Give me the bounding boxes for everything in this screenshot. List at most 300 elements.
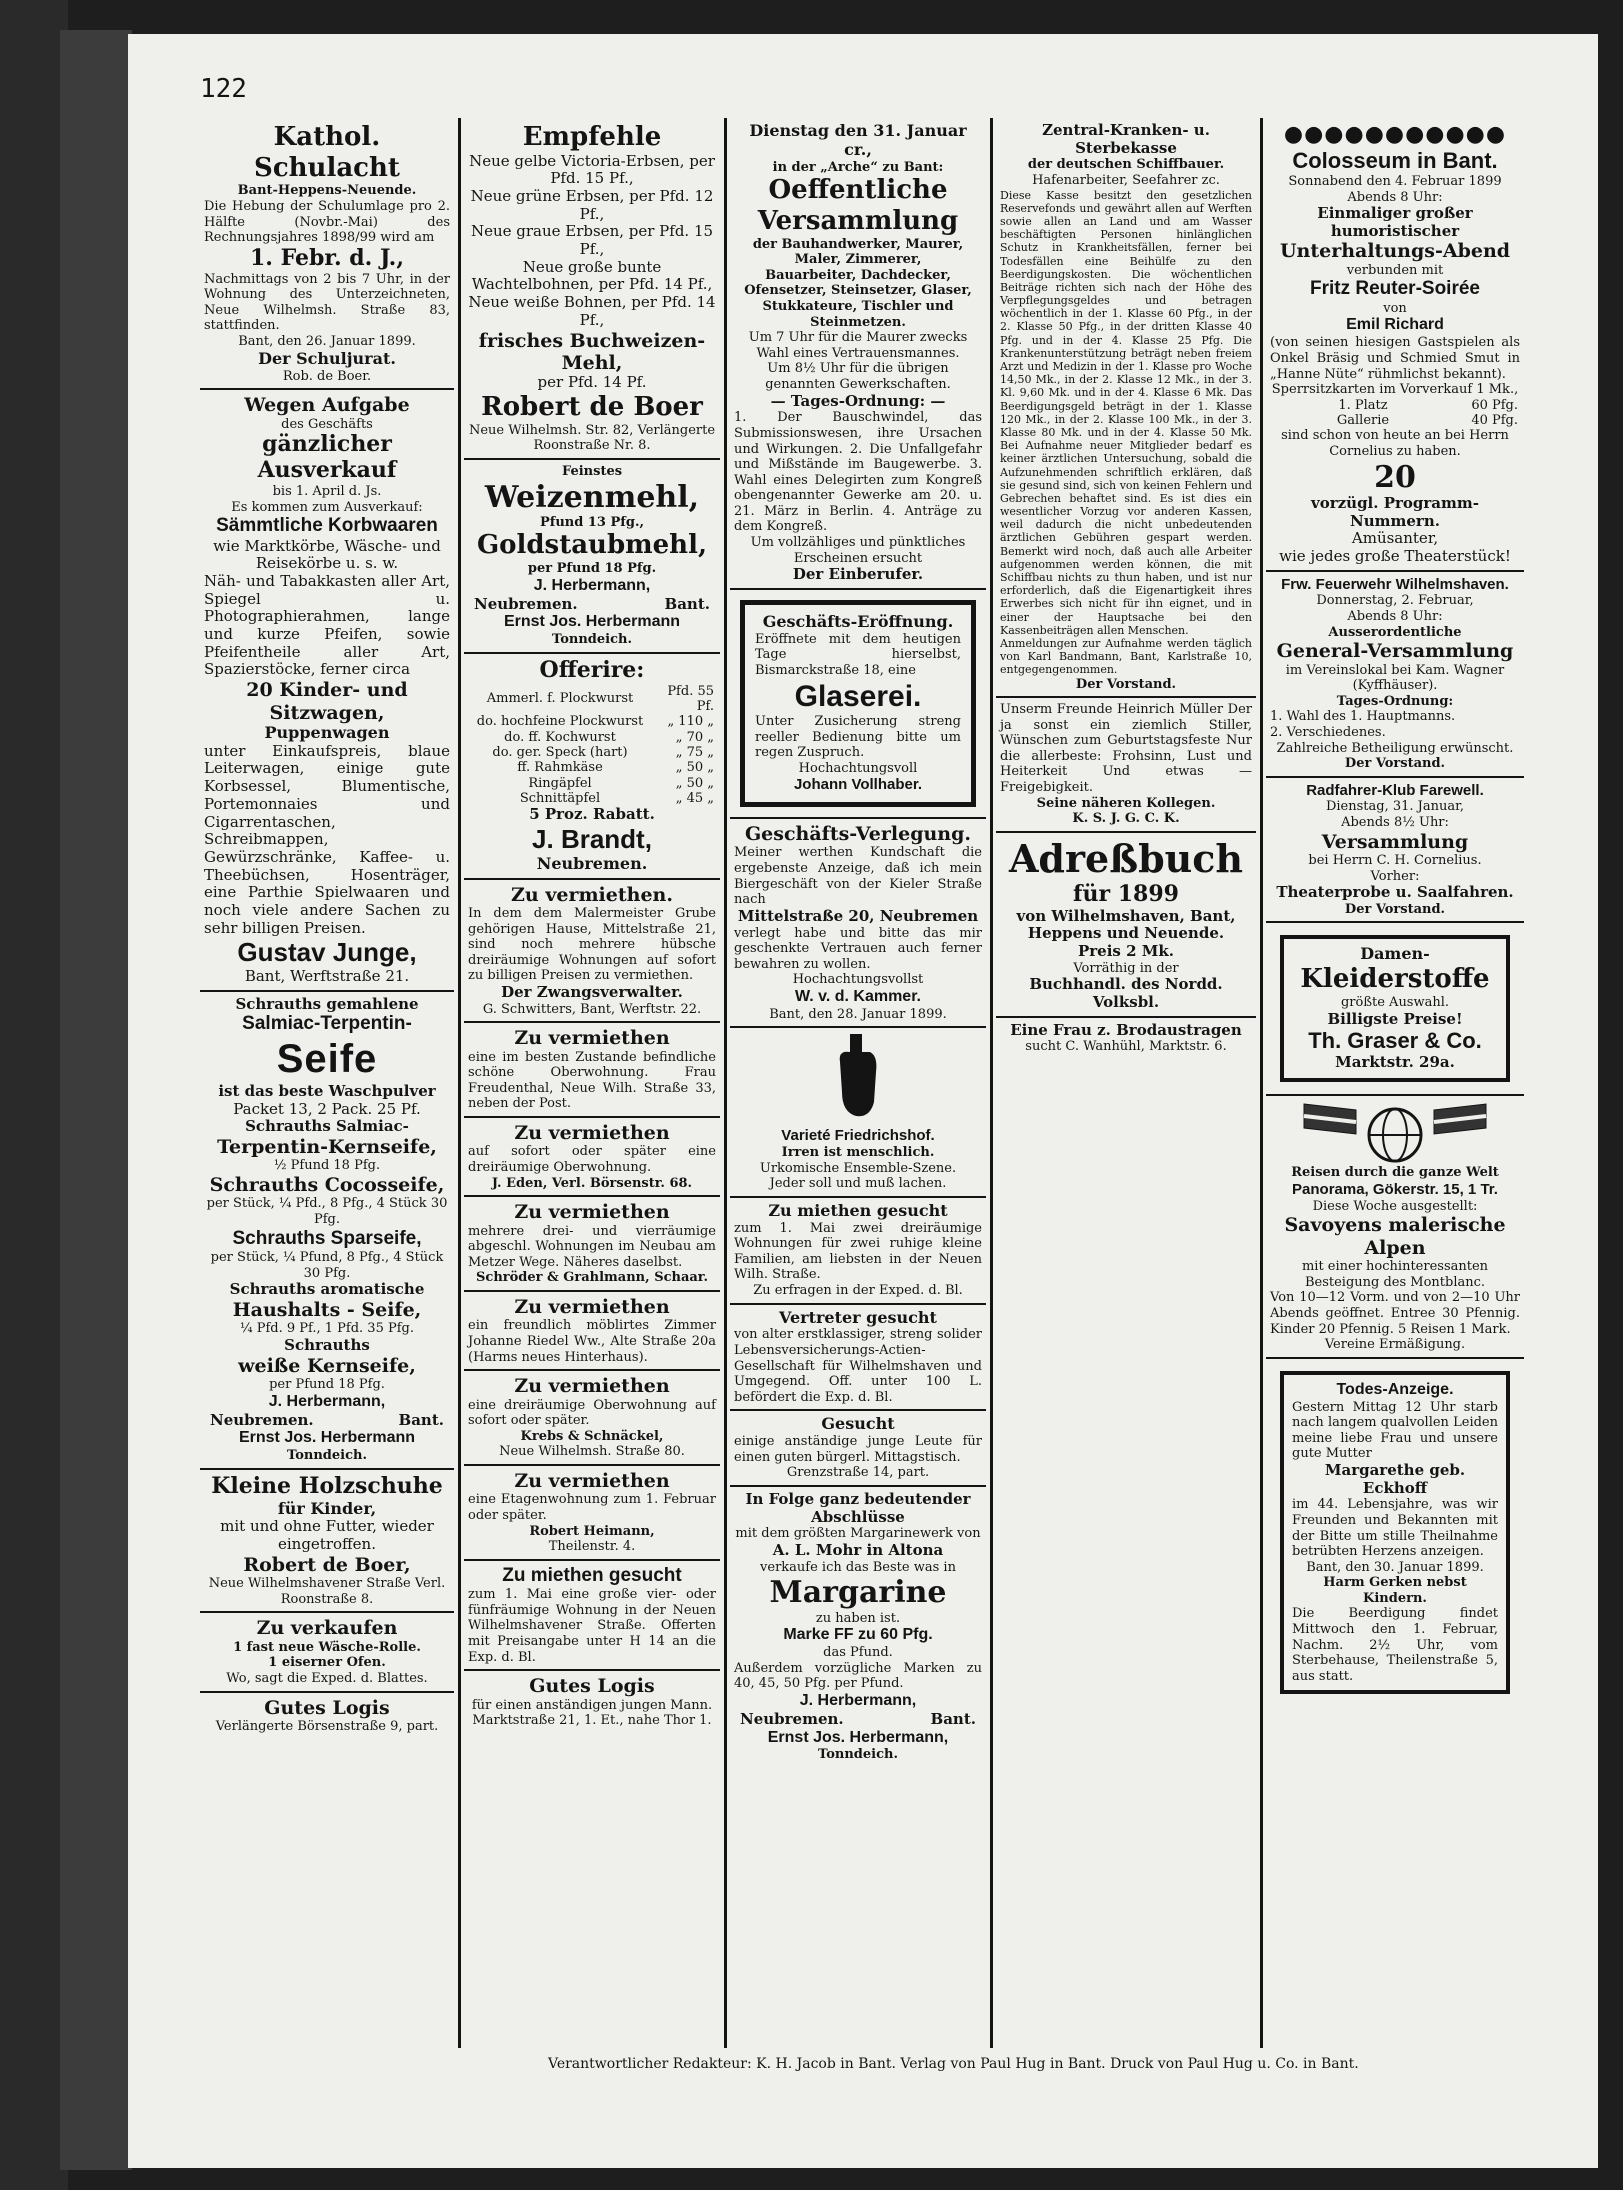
ad-heading: weiße Kernseife, [238, 1354, 416, 1377]
ad-text: Bauarbeiter, Dachdecker, Ofensetzer, Steinsetzer, Glaser, [744, 267, 972, 299]
ad-name: Ernst Jos. Herbermann [238, 1429, 416, 1447]
ad-greeting: Hochachtungsvoll [798, 760, 918, 776]
ad-vermiethen-5 [464, 1292, 720, 1371]
ad-address: Verlängerte Börsenstraße 9, part. [215, 1719, 439, 1735]
ad-text: Schrauths gemahlene [235, 994, 419, 1013]
flag-icon [1430, 1100, 1490, 1140]
ad-mehl [464, 460, 720, 654]
ad-kleiderstoffe [1266, 923, 1524, 1095]
ad-title: Zentral-Kranken- u. Sterbekasse [1042, 121, 1210, 157]
ad-signature: Der Einberufer. [792, 565, 924, 584]
column-2 [464, 118, 720, 2048]
globe-icon [1365, 1105, 1425, 1165]
price-value: „ 110 „ [667, 714, 714, 730]
price-item: Ringäpfel [528, 775, 592, 791]
ad-text: Damen- [1360, 944, 1430, 964]
ad-variete [730, 1028, 986, 1197]
ad-vermiethen-6 [464, 1371, 720, 1466]
ad-title: Zu vermiethen [514, 1122, 670, 1145]
ad-text: ½ Pfund 18 Pfg. [273, 1158, 381, 1174]
flag-icon [1300, 1100, 1360, 1140]
ad-place: Neubremen. [210, 1410, 314, 1429]
ad-text: Von 10—12 Vorm. und von 2—10 Uhr Abends geöffnet. Entree 30 Pfennig. Kinder 20 Pfennig. 5 Reisen 1 Mark. [1270, 1290, 1520, 1337]
price-value: Pfd. 55 Pf. [667, 683, 714, 715]
ad-date: Bant, den 28. Januar 1899. [769, 1006, 947, 1022]
ad-big-title: Kleiderstoffe [1300, 964, 1490, 995]
ad-title: Empfehle [522, 122, 662, 152]
ad-name: Johann Vollhaber. [793, 776, 923, 794]
price-row [1270, 398, 1520, 413]
ad-text: eine dreiräumige Oberwohnung auf sofort oder später. [468, 1397, 716, 1429]
ad-title: Zu miethen gesucht [768, 1200, 948, 1220]
ad-title: Gesucht [821, 1414, 895, 1434]
ad-text: Theaterprobe u. Saalfahren. [1276, 883, 1514, 902]
ad-title: Geschäfts-Eröffnung. [762, 611, 954, 631]
ad-text: Um 8½ Uhr für die übrigen genannten Gewerkschaften. [765, 361, 951, 393]
ad-logis-2 [464, 1671, 720, 1733]
ad-text: größte Auswahl. [1340, 995, 1450, 1011]
ad-text: auf sofort oder später eine dreiräumige Oberwohnung. [468, 1144, 716, 1176]
panorama-emblem [1270, 1100, 1520, 1166]
price-value: „ 50 „ [675, 760, 714, 776]
ad-time: Abends 8 Uhr: [1347, 189, 1443, 205]
ad-place: Tonndeich. [818, 1747, 898, 1763]
ad-heading: A. L. Mohr in Altona [772, 1541, 944, 1560]
ad-text: mehrere drei- und vierräumige abgeschl. Wohnungen im Neubau am Metzer Wege. Näheres daselbst. [468, 1223, 716, 1270]
ad-text: Preis 2 Mk. [1078, 942, 1174, 960]
ad-text: bei Herrn C. H. Cornelius. [1308, 853, 1482, 869]
price-row [468, 684, 716, 715]
column-3 [730, 118, 986, 2048]
ad-text: Schrauths [284, 1335, 370, 1354]
ad-text: per Stück, ¼ Pfund, 8 Pfg., 4 Stück 30 Pfg. [210, 1250, 444, 1281]
ad-text: eine Etagenwohnung zum 1. Februar oder später. [468, 1492, 716, 1523]
ad-date: 1. Febr. d. J., [249, 244, 405, 271]
ad-date: Bant, den 30. Januar 1899. [1306, 1559, 1484, 1575]
ad-title: Gutes Logis [264, 1696, 390, 1719]
ad-title: Seife [276, 1036, 378, 1081]
ad-brodaustragen [996, 1018, 1256, 1059]
ad-text: Die Hebung der Schulumlage pro 2. Hälfte (Novbr.-Mai) des Rechnungsjahres 1898/99 wird am [204, 198, 450, 246]
ad-place: Neubremen. [474, 594, 578, 613]
ad-text: per Pfd. 14 Pf. [537, 373, 647, 392]
ad-heading: Marke FF zu 60 Pfg. [783, 1626, 933, 1644]
ad-heading: Unterhaltungs-Abend [1279, 240, 1511, 263]
price-item: Ammerl. f. Plockwurst [486, 691, 634, 707]
price-row [468, 760, 716, 775]
ad-text: Meiner werthen Kundschaft die ergebenste Anzeige, daß ich mein Biergeschäft von der Kieler Straße nach [734, 845, 982, 908]
ad-text: Packet 13, 2 Pack. 25 Pf. [233, 1099, 421, 1118]
ad-text: Diese Woche ausgestellt: [1312, 1198, 1478, 1214]
ad-name: J. Herbermann, [268, 1392, 386, 1410]
ad-title: Kleine Holzschuhe [211, 1472, 443, 1499]
ad-title: Goldstaubmehl, [476, 530, 708, 561]
ad-text: 5 Proz. Rabatt. [529, 805, 655, 824]
ad-text: mit dem größten Margarinewerk von [735, 1526, 981, 1542]
ad-offerire [464, 654, 720, 880]
ad-title: Varieté Friedrichshof. [781, 1127, 935, 1145]
ad-name: Krebs & Schnäckel, [520, 1428, 664, 1444]
ad-text: Schrauths Salmiac- [245, 1117, 409, 1136]
ad-heading: für Kinder, [277, 1498, 377, 1518]
ad-signature: Harm Gerken nebst Kindern. [1323, 1575, 1467, 1606]
ad-text: Buchhandl. des Nordd. Volksbl. [1029, 975, 1223, 1011]
ad-title: Oeffentliche Versammlung [757, 175, 959, 237]
ad-text: Sperrsitzkarten im Vorverkauf 1 Mk., [1271, 382, 1519, 398]
ad-text: wie Marktkörbe, Wäsche- und Reisekörbe u. s. w. [213, 536, 441, 573]
column-rule [458, 118, 461, 2048]
ad-seife [200, 992, 454, 1470]
ad-address: Neue Wilhelmshavener Straße Verl. Roonstraße 8. [208, 1576, 446, 1607]
ad-name: Margarethe geb. Eckhoff [1324, 1460, 1466, 1497]
ad-text: Pfund 13 Pfg., [539, 514, 644, 530]
ad-geburtstag [996, 698, 1256, 833]
ad-text: ein freundlich möblirtes Zimmer Johanne Riedel Ww., Alte Straße 20a (Harms neues Hinterhaus). [468, 1318, 716, 1365]
ad-text: Vorräthig in der [1073, 960, 1179, 976]
decorative-dots: ●●●●●●●●●●● [1283, 122, 1507, 147]
ad-heading: Fritz Reuter-Soirée [1310, 278, 1480, 300]
ad-text: Schrauths aromatische [229, 1280, 425, 1299]
ad-text: von Wilhelmshaven, Bant, Heppens und Neuende. [1016, 906, 1236, 943]
ad-heading: frisches Buchweizen-Mehl, [478, 329, 706, 374]
ad-name: J. Eden, Verl. Börsenstr. 68. [491, 1175, 693, 1191]
ad-miethen-gesucht [464, 1561, 720, 1671]
ad-title: Weizenmehl, [484, 479, 700, 515]
ad-title: Zu vermiethen [514, 1296, 670, 1318]
ad-place: Tonndeich. [552, 632, 632, 648]
ad-time: Abends 8 Uhr: [1347, 608, 1443, 624]
pointing-hand-icon [830, 1032, 886, 1122]
ad-text: per Stück, ¼ Pfd., 8 Pfg., 4 Stück 30 Pfg. [206, 1196, 448, 1228]
ad-heading: für 1899 [1073, 880, 1179, 907]
ad-address: Theilenstr. 4. [548, 1539, 636, 1555]
ad-text: Ausserordentliche [1328, 624, 1462, 640]
ad-name: J. Herbermann, [533, 576, 651, 594]
price-row [468, 776, 716, 791]
ad-date: Donnerstag, 2. Februar, [1316, 593, 1474, 609]
ad-name: J. Brandt, [532, 824, 652, 855]
ad-text: zum 1. Mai eine große vier- oder fünfräumige Wohnung in der Neuen Wilhelmshavener Straße. Offerten mit Preisangabe unter H 14 an die Exp. d. Bl. [468, 1587, 716, 1665]
ad-holzschuhe [200, 1470, 454, 1614]
ad-title: Zu vermiethen. [511, 883, 673, 906]
ad-name: J. Herbermann, [799, 1691, 917, 1709]
ad-text: Einmaliger großer humoristischer [1317, 204, 1473, 240]
ad-text: des Geschäfts [281, 416, 373, 432]
ad-text: Billigste Preise! [1327, 1009, 1463, 1028]
ad-verlegung [730, 819, 986, 1028]
ad-title: Gutes Logis [529, 1675, 655, 1698]
ad-text: mit einer hochinteressanten Besteigung des Montblanc. [1301, 1259, 1489, 1290]
ad-vertreter [730, 1305, 986, 1412]
ad-text: Vorher: [1370, 868, 1420, 884]
price-row [468, 745, 716, 760]
ad-text: wie jedes große Theaterstück! [1279, 547, 1511, 566]
ad-address: Marktstr. 29a. [1335, 1053, 1455, 1072]
ad-heading: Wegen Aufgabe [244, 394, 410, 417]
ad-title: Geschäfts-Verlegung. [744, 823, 972, 846]
ad-date: Sonnabend den 4. Februar 1899 [1288, 173, 1502, 189]
ad-text: Außerdem vorzügliche Marken zu 40, 45, 50 Pfg. per Pfund. [734, 1660, 982, 1692]
ad-signature: Der Schuljurat. [258, 348, 396, 368]
ad-text: für einen anständigen jungen Mann. Marktstraße 21, 1. Et., nahe Thor 1. [471, 1697, 713, 1729]
ad-logis [200, 1693, 454, 1739]
ad-vermiethen-4 [464, 1197, 720, 1292]
price-item: 1. Platz [1338, 397, 1388, 413]
ad-text: bis 1. April d. Js. [272, 484, 382, 500]
ad-text: sind schon von heute an bei Herrn Cornelius zu haben. [1281, 428, 1509, 459]
ad-heading: 20 Kinder- und Sitzwagen, [246, 679, 408, 724]
ad-text: von alter erstklassiger, streng solider Lebensversicherungs-Actien-Gesellschaft für Wilhelmshaven und Umgegend. Off. unter 100 L. befördert die Exp. d. Bl. [734, 1327, 982, 1405]
price-value: „ 45 „ [675, 791, 714, 807]
ad-title: Zu vermiethen [514, 1201, 670, 1224]
ad-glaserei [730, 590, 986, 819]
ad-text: mit und ohne Futter, wieder eingetroffen. [220, 1517, 434, 1554]
ad-signature: Der Vorstand. [1344, 756, 1446, 772]
ad-heading: Schrauths Cocosseife, [209, 1174, 445, 1197]
ad-text: Unserm Freunde Heinrich Müller Der ja sonst ein ziemlich Stiller, Wünschen zum Geburtstagsfeste Nur die allerbeste: Frohsinn, Lust und Heiterkeit Und etwas — Freigebigkeit. [1000, 702, 1252, 796]
price-value: „ 70 „ [675, 729, 714, 745]
ad-text: Wo, sagt die Exped. d. Blattes. [226, 1671, 428, 1687]
ad-text: zum 1. Mai zwei dreiräumige Wohnungen für zwei ruhige kleine Familien, am liebsten in der Neuen Wilh. Straße. [734, 1220, 982, 1283]
ad-signature: Der Zwangsverwalter. [501, 982, 683, 1001]
ad-text: Jeder soll und muß lachen. [769, 1176, 947, 1192]
ad-adressbuch [996, 833, 1256, 1018]
ad-text: das Pfund. [823, 1645, 893, 1661]
ad-place: Neubremen. [536, 853, 648, 873]
ad-text: Es kommen zum Ausverkauf: [231, 499, 423, 515]
ad-vermiethen-2 [464, 1023, 720, 1118]
ad-signature: K. S. J. G. C. K. [1072, 811, 1180, 827]
ad-heading: Salmiac-Terpentin- [242, 1013, 412, 1035]
ad-text: Anmeldungen zur Aufnahme werden täglich von Karl Bandmann, Bant, Karlstraße 10, entgegengenommen. [1000, 636, 1252, 677]
price-item: ff. Rahmkäse [517, 760, 603, 776]
ad-text: 1. Wahl des 1. Hauptmanns. [1270, 709, 1456, 725]
ad-address: Grenzstraße 14, part. [786, 1465, 930, 1481]
ad-big-title: Adreßbuch [1008, 835, 1244, 881]
price-table [468, 684, 716, 807]
ad-kasse [996, 118, 1256, 698]
ad-greeting: Hochachtungsvollst [792, 972, 924, 988]
price-item: Schnittäpfel [519, 791, 601, 807]
column-rule [1260, 118, 1263, 2048]
ad-heading: Versammlung [1321, 830, 1469, 853]
ad-ausverkauf [200, 390, 454, 992]
ad-title: Colosseum in Bant. [1292, 147, 1498, 173]
ad-heading: Savoyens malerische Alpen [1284, 1214, 1506, 1259]
ad-place: Bant. [398, 1410, 444, 1429]
ad-address: Neue Wilhelmsh. Straße 80. [499, 1444, 685, 1460]
price-item: do. ger. Speck (hart) [492, 745, 628, 761]
ad-text: Diese Kasse besitzt den gesetzlichen Reservefonds und gewährt allen auf Werften sowie allen an Land und am Wasser beschäftigten Personen hinlänglichen Schutz in Krankheitsfällen, ferner bei Todesfällen eine Beihülfe zu den Beerdigungskosten. Die wöchentlichen Beiträge richten sich nach der Höhe des Verpflegungsgeldes und betragen wöchentlich in der 1. Klasse 60 Pfg., in der 2. Klasse 50 Pfg., in der dritten Klasse 40 Pfg. und in der 4. Klasse 25 Pfg. Die Krankenunterstützung beträgt neben freiem Arzt und Medizin in der 1. Klasse pro Woche 14,50 Mk., in der 2. Klasse 12 Mk., in der 3. Kl. 9,60 Mk. und in der 4. Klasse 6 Mk. Das Beerdigungsgeld beträgt in der 1. Klasse 120 Mk., in der 2. Klasse 100 Mk., in der 3. Klasse 80 Mk. und in der 4. Klasse 50 Mk. Bei Aufnahme neuer Mitglieder bedarf es keiner ärztlichen Untersuchung, sobald die Aufzunehmenden schriftlich erklären, daß sie gesund sind, sich von keinen Fehlern und Gebrechen behaftet sind. Es ist dies ein wesentlicher Vorzug vor anderen Kassen, weil dadurch die nicht unbedeutenden ärztlichen Gebühren gespart werden. Bemerkt wird noch, daß auch alle Arbeiter aufgenommen werden können, die mit Schiffbau nichts zu thun haben, und ist nur erforderlich, daß die Eigenartigkeit ihres Erwerbes sich nicht für ihn eignet, und in einer der Hauptsache bei den Kassenbeiträgen allen Menschen. [1000, 188, 1252, 637]
price-value: 40 Pfg. [1471, 413, 1518, 429]
ad-text: 2. Verschiedenes. [1270, 724, 1386, 740]
ad-text: per Pfund 18 Pfg. [269, 1377, 385, 1393]
binder-shadow [60, 30, 132, 2170]
ad-title: Vertreter gesucht [779, 1307, 937, 1327]
ad-text: Die Beerdigung findet Mittwoch den 1. Februar, Nachm. 2½ Uhr, vom Sterbehause, Theilenstraße 5, aus statt. [1292, 1606, 1498, 1684]
ad-colosseum [1266, 118, 1524, 572]
ad-name: Robert de Boer, [243, 1553, 411, 1576]
price-item: Gallerie [1336, 413, 1390, 429]
ad-text: (von seinen hiesigen Gastspielen als Onkel Bräsig und Schmied Smut in „Hanne Nüte“ rühmlichst bekannt). [1270, 335, 1520, 382]
ad-subtitle: Bant-Heppens-Neuende. [237, 183, 417, 199]
ad-signature: Seine näheren Kollegen. [1036, 795, 1216, 811]
ad-vermiethen-1 [464, 880, 720, 1024]
ad-text: Neue große bunte Wachtelbohnen, per Pfd. 14 Pf., [471, 257, 713, 294]
ad-text: Um 7 Uhr für die Maurer zwecks Wahl eines Vertrauensmannes. [748, 330, 968, 361]
ad-big-title: Glaserei. [794, 679, 922, 713]
price-item: do. hochfeine Plockwurst [476, 714, 644, 730]
ad-name: Ernst Jos. Herbermann, [767, 1728, 949, 1746]
ad-place: Neubremen. [740, 1709, 844, 1728]
ad-address: Neue Wilhelmsh. Str. 82, Verlängerte Roonstraße Nr. 8. [468, 422, 716, 454]
ad-signature: Der Vorstand. [1075, 676, 1177, 692]
ad-text: verlegt habe und bitte das mir geschenkte Vertrauen auch ferner bewahren zu wollen. [734, 925, 982, 972]
ad-title: Panorama, Gökerstr. 15, 1 Tr. [1292, 1181, 1498, 1199]
ad-text: der Bauhandwerker, Maurer, Maler, Zimmerer, [752, 236, 964, 268]
ad-text: Stukkateure, Tischler und Steinmetzen. [762, 299, 954, 330]
ad-title: Todes-Anzeige. [1336, 1380, 1454, 1398]
ad-text: Irren ist menschlich. [781, 1144, 935, 1160]
ad-name: Schröder & Grahlmann, Schaar. [476, 1270, 708, 1286]
ad-heading: Terpentin-Kernseife, [217, 1136, 437, 1159]
ad-heading: Schrauths Sparseife, [232, 1227, 422, 1249]
ad-text: Näh- und Tabakkasten aller Art, Spiegel u. Photographierahmen, lange und kurze Pfeifen, sowie Pfeifentheile aller Art, Spazierstöcke, ferner circa [204, 571, 450, 679]
ad-text: Nachmittags von 2 bis 7 Uhr, in der Wohnung des Unterzeichneten, Neue Wilhelmsh. Straße 83, stattfinden. [204, 271, 450, 334]
ad-subtitle: der deutschen Schiffbauer. [1027, 157, 1225, 173]
ad-text: Neue gelbe Victoria-Erbsen, per Pfd. 15 Pf., [469, 151, 715, 188]
ad-text: per Pfund 18 Pfg. [527, 561, 657, 577]
ad-panorama [1266, 1096, 1524, 1359]
banner-text: Reisen durch die ganze Welt [1291, 1165, 1499, 1181]
ad-text: Zahlreiche Betheiligung erwünscht. [1276, 740, 1514, 756]
ad-big-title: Margarine [769, 1575, 947, 1611]
ad-heading: General-Versammlung [1276, 640, 1514, 663]
ad-text: Neue weiße Bohnen, per Pfd. 14 Pf., [468, 293, 716, 329]
ad-margarine [730, 1487, 986, 1767]
ad-name: G. Schwitters, Bant, Werftstr. 22. [482, 1001, 702, 1017]
ad-text: Gestern Mittag 12 Uhr starb nach langem qualvollen Leiden meine liebe Frau und unsere gute Mutter [1292, 1399, 1498, 1462]
ad-text: In dem dem Malermeister Grube gehörigen Hause, Mittelstraße 21, sind noch mehrere hübsche dreiräumige Wohnungen auf sofort zu billigen Preisen zu vermiethen. [468, 906, 716, 984]
column-rule [990, 118, 993, 2048]
ad-place: Tonndeich. [287, 1448, 367, 1464]
ad-place: in der „Arche“ zu Bant: [772, 159, 944, 175]
ad-name: Emil Richard [1346, 316, 1444, 334]
ad-title: Radfahrer-Klub Farewell. [1306, 781, 1484, 799]
ad-text: verbunden mit [1346, 262, 1444, 278]
ad-schulacht [200, 118, 454, 390]
page-number: 122 [200, 74, 247, 104]
ad-name: Th. Graser & Co. [1308, 1028, 1482, 1054]
ad-text: Neue grüne Erbsen, per Pfd. 12 Pf., [470, 187, 714, 223]
ad-heading: vorzügl. Programm-Nummern. [1311, 493, 1479, 530]
ad-text: zu haben ist. [815, 1610, 901, 1626]
ad-title: Zu miethen gesucht [502, 1564, 682, 1586]
ad-name: Robert Heimann, [529, 1523, 655, 1539]
ad-text: verkaufe ich das Beste was in [760, 1559, 956, 1575]
ad-todes-anzeige [1266, 1359, 1524, 1707]
ad-name: Robert de Boer [481, 392, 703, 423]
ad-name: Ernst Jos. Herbermann [503, 613, 681, 631]
ad-gesucht [730, 1411, 986, 1487]
ad-heading: Eine Frau z. Brodaustragen [1010, 1020, 1242, 1039]
ad-time: Abends 8½ Uhr: [1341, 815, 1449, 831]
ad-heading: Haushalts - Seife, [232, 1298, 422, 1321]
ad-place: Bant. [664, 594, 710, 613]
price-value: „ 50 „ [675, 775, 714, 791]
ad-text: Zu erfragen in der Exped. d. Bl. [753, 1282, 963, 1298]
price-table [1270, 398, 1520, 429]
ad-title: Zu vermiethen [514, 1375, 670, 1398]
ad-subtitle: Hafenarbeiter, Seefahrer zc. [1032, 172, 1220, 188]
ad-title: Offerire: [539, 656, 645, 683]
price-row [468, 714, 716, 729]
ad-text: ¼ Pfd. 9 Pf., 1 Pfd. 35 Pfg. [239, 1321, 414, 1337]
newspaper-page [128, 34, 1598, 2168]
ad-text: Neue graue Erbsen, per Pfd. 15 Pf., [470, 222, 714, 259]
column-4 [996, 118, 1256, 2048]
price-value: 60 Pfg. [1471, 397, 1518, 413]
ad-text: Amüsanter, [1351, 529, 1439, 548]
ad-vermiethen-3 [464, 1118, 720, 1197]
ad-name: Gustav Junge, [237, 937, 417, 968]
ad-heading: — Tages-Ordnung: — [770, 391, 946, 410]
ad-name: W. v. d. Kammer. [795, 987, 921, 1005]
ad-signature: Der Vorstand. [1344, 901, 1446, 917]
ad-text: ist das beste Waschpulver [218, 1082, 436, 1100]
ad-versammlung [730, 118, 986, 590]
ad-empfehle [464, 118, 720, 460]
ad-title: Zu vermiethen [514, 1027, 670, 1050]
ad-title: gänzlicher Ausverkauf [257, 431, 397, 484]
ad-text: Um vollzähliges und pünktliches Erscheinen ersucht [750, 535, 966, 566]
ad-heading: In Folge ganz bedeutender Abschlüsse [745, 1490, 971, 1526]
ad-text: 1 eiserner Ofen. [268, 1655, 386, 1671]
page-footer: Verantwortlicher Redakteur: K. H. Jacob in Bant. Verlag von Paul Hug in Bant. Druck von Paul Hug u. Co. in Bant. [548, 2056, 1359, 2072]
ad-text: Eröffnete mit dem heutigen Tage hierselbst, Bismarckstraße 18, eine [755, 631, 961, 678]
ad-heading: Sämmtliche Korbwaaren [216, 515, 438, 537]
column-1 [200, 118, 454, 2048]
price-row [468, 730, 716, 745]
column-5 [1266, 118, 1524, 2048]
ad-text: 1 fast neue Wäsche-Rolle. [233, 1639, 421, 1655]
ad-text: Vereine Ermäßigung. [1324, 1337, 1466, 1353]
price-item: do. ff. Kochwurst [504, 729, 616, 745]
ad-text: sucht C. Wanhühl, Marktstr. 6. [1025, 1039, 1227, 1055]
ad-heading: Puppenwagen [264, 722, 390, 742]
ad-heading: 20 [1374, 459, 1416, 495]
price-value: „ 75 „ [675, 745, 714, 761]
ad-title: Zu verkaufen [256, 1617, 398, 1640]
ad-miethen [730, 1198, 986, 1305]
ad-feuerwehr [1266, 572, 1524, 778]
price-row [1270, 413, 1520, 428]
ad-title: Zu vermiethen [514, 1469, 670, 1492]
ad-text: einige anständige junge Leute für einen guten bürgerl. Mittagstisch. [734, 1434, 982, 1465]
ad-title: Kathol. Schulacht [254, 122, 400, 183]
ad-text: Tages-Ordnung: [1336, 693, 1454, 709]
ad-title: Frw. Feuerwehr Wilhelmshaven. [1281, 575, 1509, 593]
ad-address: Bant, Werftstraße 21. [244, 967, 410, 986]
ad-text: Feinstes [561, 463, 623, 479]
ad-vermiethen-7 [464, 1466, 720, 1561]
column-rule [724, 118, 727, 2048]
ad-text: unter Einkaufspreis, blaue Leiterwagen, einige gute Korbsessel, Blumentische, Portemonnaies und Cigarrentaschen, Schreibmappen, Gewürzschränke, Kaffee- u. Theebüchsen, Hosenträger, eine Parthie Spielwaaren und noch viele andere Sachen zu sehr billigen Preisen. [204, 741, 450, 937]
ad-radfahrer [1266, 778, 1524, 924]
ad-name: Rob. de Boer. [282, 368, 372, 384]
ad-text: Unter Zusicherung streng reeller Bedienung bitte um regen Zuspruch. [755, 713, 961, 761]
ad-text: eine im besten Zustande befindliche schöne Oberwohnung. Frau Freudenthal, Neue Wilh. Straße 33, neben der Post. [468, 1049, 716, 1112]
